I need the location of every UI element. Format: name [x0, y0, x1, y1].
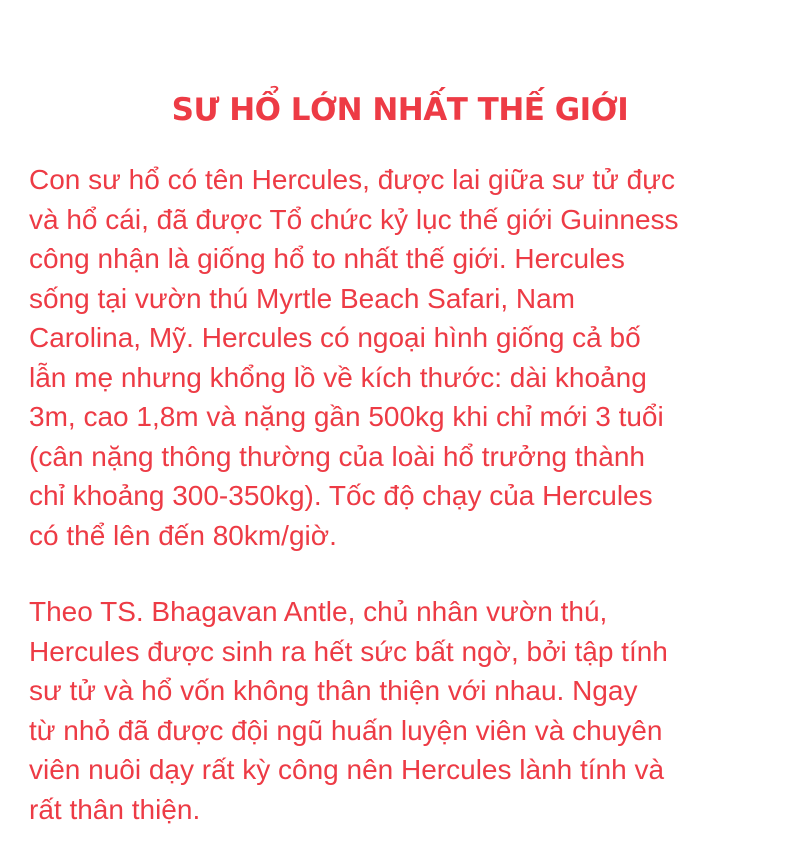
paragraph-2-line: viên nuôi dạy rất kỳ công nên Hercules lành tính và — [29, 754, 665, 785]
paragraph-1-line: và hổ cái, đã được Tổ chức kỷ lục thế giới Guinness — [29, 203, 679, 235]
paragraph-1-line: có thể lên đến 80km/giờ. — [29, 519, 337, 551]
paragraph-1-line: Con sư hổ có tên Hercules, được lai giữa sư tử đực — [29, 164, 675, 195]
paragraph-2 — [29, 592, 779, 829]
paragraph-2-line: sư tử và hổ vốn không thân thiện với nhau. Ngay — [29, 675, 638, 706]
paragraph-1-line: sống tại vườn thú Myrtle Beach Safari, Nam — [29, 282, 575, 314]
paragraph-2-line: từ nhỏ đã được đội ngũ huấn luyện viên và chuyên — [29, 714, 663, 746]
paragraph-1-line: chỉ khoảng 300-350kg). Tốc độ chạy của Hercules — [29, 480, 653, 511]
article-title: SƯ HỔ LỚN NHẤT THẾ GIỚI — [171, 92, 629, 128]
paragraph-2-line: rất thân thiện. — [29, 793, 201, 825]
paragraph-1-line: công nhận là giống hổ to nhất thế giới. Hercules — [29, 243, 625, 274]
paragraph-1-line: 3m, cao 1,8m và nặng gần 500kg khi chỉ mới 3 tuổi — [29, 401, 664, 432]
paragraph-1-line: (cân nặng thông thường của loài hổ trưởng thành — [29, 440, 645, 472]
paragraph-1-line: Carolina, Mỹ. Hercules có ngoại hình giống cả bố — [29, 322, 641, 353]
paragraph-1-line: lẫn mẹ nhưng khổng lồ về kích thước: dài khoảng — [29, 361, 647, 393]
paragraph-1 — [29, 160, 779, 555]
paragraph-2-line: Theo TS. Bhagavan Antle, chủ nhân vườn thú, — [29, 596, 608, 627]
paragraph-2-line: Hercules được sinh ra hết sức bất ngờ, bởi tập tính — [29, 635, 668, 667]
